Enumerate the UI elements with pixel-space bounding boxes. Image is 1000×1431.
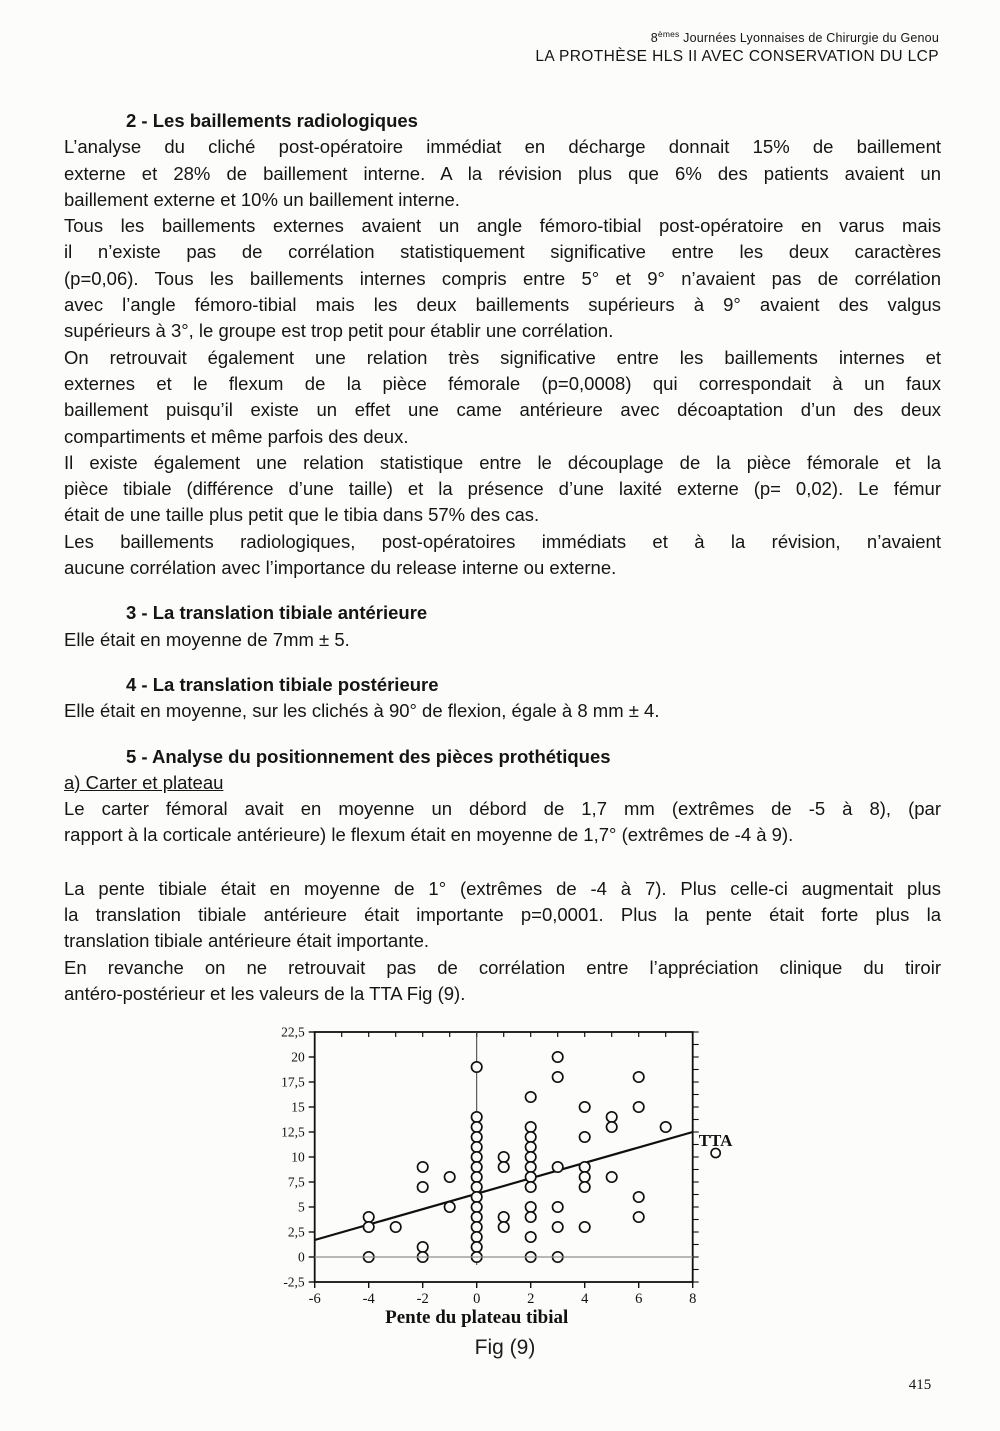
data-point [526, 1092, 536, 1102]
right-axis-label: TTA [698, 1131, 733, 1150]
section-4-heading: 4 - La translation tibiale postérieure [126, 673, 439, 695]
x-tick-label: 6 [635, 1291, 643, 1307]
y-tick-label: 17,5 [281, 1074, 305, 1090]
x-tick-label: 2 [527, 1291, 535, 1307]
data-point [418, 1242, 428, 1252]
data-point [526, 1152, 536, 1162]
text-line: était de une taille plus petit que le tibia dans 57% des cas. [64, 504, 540, 526]
data-point [526, 1212, 536, 1222]
page-number: 415 [908, 1377, 932, 1393]
data-point [580, 1172, 590, 1182]
text-line: Tous les baillements externes avaient un angle fémoro-tibial post-opératoire en varus mais [64, 215, 941, 237]
data-point [526, 1182, 536, 1192]
data-point [472, 1222, 482, 1232]
y-tick-label: 5 [297, 1199, 305, 1215]
data-point [472, 1202, 482, 1212]
para-baillements-1 [64, 134, 941, 213]
data-point [364, 1212, 374, 1222]
para-carter [64, 796, 941, 849]
data-point [553, 1202, 563, 1212]
y-tick-label: 10 [291, 1149, 305, 1165]
text-line: avec l’angle fémoro-tibial mais les deux baillements supérieurs à 9° avaient des valgus [64, 294, 941, 316]
data-point [634, 1212, 644, 1222]
figure-caption: Fig (9) [474, 1336, 536, 1359]
data-point [580, 1102, 590, 1112]
text-line: rapport à la corticale antérieure) le flexum était en moyenne de 1,7° (extrêmes de -4 à 9). [64, 824, 794, 846]
y-tick-label: 7,5 [287, 1174, 305, 1190]
y-tick-label: -2,5 [283, 1274, 305, 1290]
x-tick-label: 8 [689, 1291, 697, 1307]
data-point [472, 1242, 482, 1252]
text-line: aucune corrélation avec l’importance du release interne ou externe. [64, 557, 617, 579]
text-line: pièce tibiale (différence d’une taille) et la présence d’une laxité externe (p= 0,02). Le fémur [64, 478, 941, 500]
section-2-heading: 2 - Les baillements radiologiques [126, 110, 418, 131]
data-point [499, 1222, 509, 1232]
data-point [580, 1132, 590, 1142]
x-tick-label: -2 [416, 1291, 429, 1307]
edition-number: 8 [650, 31, 658, 46]
data-point [553, 1052, 563, 1062]
data-point [418, 1182, 428, 1192]
data-point [607, 1122, 617, 1132]
section-5-heading: 5 - Analyse du positionnement des pièces prothétiques [126, 745, 611, 767]
text-line: translation tibiale antérieure était importante. [64, 930, 430, 952]
data-point [364, 1222, 374, 1232]
data-point [472, 1172, 482, 1182]
data-point [553, 1072, 563, 1082]
text-line: On retrouvait également une relation très significative entre les baillements internes et [64, 346, 941, 368]
section-3-heading: 3 - La translation tibiale antérieure [126, 602, 428, 624]
text-line: antéro-postérieur et les valeurs de la TTA Fig (9). [64, 982, 466, 1004]
data-point [526, 1162, 536, 1172]
text-line: L’analyse du cliché post-opératoire immédiat en décharge donnait 15% de baillement [64, 136, 941, 158]
text-line: baillement puisqu’il existe un effet une came antérieure avec décoaptation d’un des deux [64, 399, 941, 421]
text-line: La pente tibiale était en moyenne de 1° (extrêmes de -4 à 7). Plus celle-ci augmentait plus [64, 877, 941, 899]
data-point [526, 1232, 536, 1242]
text-line: baillement externe et 10% un baillement interne. [64, 188, 460, 210]
data-point [418, 1162, 428, 1172]
data-point [580, 1222, 590, 1232]
data-point [526, 1202, 536, 1212]
para-baillements-4 [64, 450, 941, 529]
text-line: externe et 28% de baillement interne. A la révision plus que 6% des patients avaient un [64, 162, 941, 184]
x-tick-label: 0 [473, 1291, 481, 1307]
para-baillements-3 [64, 345, 941, 450]
text-line: (p=0,06). Tous les baillements internes compris entre 5° et 9° n’avaient pas de corrélation [64, 267, 941, 289]
data-point [580, 1182, 590, 1192]
body-content [64, 108, 941, 1007]
text-line: Il existe également une relation statistique entre le découplage de la pièce fémorale et la [64, 451, 941, 473]
data-point [634, 1192, 644, 1202]
data-point [499, 1162, 509, 1172]
data-point [499, 1152, 509, 1162]
data-point [526, 1122, 536, 1132]
text-line: il n’existe pas de corrélation statistiquement significative entre les deux caractères [64, 241, 941, 263]
data-point [445, 1172, 455, 1182]
data-point [526, 1142, 536, 1152]
data-point [472, 1152, 482, 1162]
x-tick-label: -6 [308, 1291, 321, 1307]
para-baillements-5 [64, 529, 941, 582]
data-point [391, 1222, 401, 1232]
x-tick-label: 4 [581, 1291, 589, 1307]
text-line: supérieurs à 3°, le groupe est trop petit pour établir une corrélation. [64, 320, 614, 342]
data-point [472, 1192, 482, 1202]
conference-name [535, 29, 939, 45]
data-point [553, 1222, 563, 1232]
data-point [472, 1132, 482, 1142]
data-point [472, 1062, 482, 1072]
data-point [553, 1162, 563, 1172]
data-point [472, 1232, 482, 1242]
text-line: Les baillements radiologiques, post-opératoires immédiats et à la révision, n’avaient [64, 530, 941, 552]
x-tick-label: -4 [362, 1291, 375, 1307]
para-tiroir [64, 955, 941, 1008]
data-point [607, 1112, 617, 1122]
page-header [535, 29, 939, 66]
y-tick-label: 20 [291, 1049, 305, 1065]
text-line: la translation tibiale antérieure était importante p=0,0001. Plus la pente était forte plus la [64, 904, 941, 926]
data-point [472, 1142, 482, 1152]
para-translation-posterieure [64, 698, 941, 724]
text-line: externes et le flexum de la pièce fémorale (p=0,0008) qui correspondait à un faux [64, 372, 941, 394]
data-point [472, 1112, 482, 1122]
para-baillements-2 [64, 213, 941, 344]
subsection-a-heading: a) Carter et plateau [64, 771, 224, 793]
data-point [472, 1182, 482, 1192]
data-point [526, 1132, 536, 1142]
data-point [472, 1162, 482, 1172]
data-point [580, 1162, 590, 1172]
para-pente [64, 876, 941, 955]
conference-text: Journées Lyonnaises de Chirurgie du Genou [679, 31, 939, 46]
y-tick-label: 2,5 [287, 1224, 305, 1240]
data-point [445, 1202, 455, 1212]
text-line: Le carter fémoral avait en moyenne un débord de 1,7 mm (extrêmes de -5 à 8), (par [64, 798, 941, 820]
y-tick-label: 0 [297, 1249, 305, 1265]
y-tick-label: 12,5 [281, 1124, 305, 1140]
x-axis-title: Pente du plateau tibial [385, 1307, 569, 1327]
y-tick-label: 15 [291, 1099, 305, 1115]
y-tick-label: 22,5 [281, 1024, 305, 1040]
text-line: En revanche on ne retrouvait pas de corrélation entre l’appréciation clinique du tiroir [64, 956, 941, 978]
text-line: Elle était en moyenne de 7mm ± 5. [64, 628, 350, 650]
data-point [607, 1172, 617, 1182]
edition-superscript: èmes [657, 29, 680, 39]
text-line: compartiments et même parfois des deux. [64, 425, 409, 447]
data-point [526, 1172, 536, 1182]
chapter-title: LA PROTHÈSE HLS II AVEC CONSERVATION DU LCP [535, 48, 939, 66]
data-point [472, 1122, 482, 1132]
para-translation-anterieure [64, 627, 941, 653]
data-point [499, 1212, 509, 1222]
data-point [634, 1102, 644, 1112]
data-point [661, 1122, 671, 1132]
scatter-plot-svg [265, 1015, 775, 1327]
text-line: Elle était en moyenne, sur les clichés à 90° de flexion, égale à 8 mm ± 4. [64, 700, 660, 722]
data-point [472, 1212, 482, 1222]
data-point [634, 1072, 644, 1082]
